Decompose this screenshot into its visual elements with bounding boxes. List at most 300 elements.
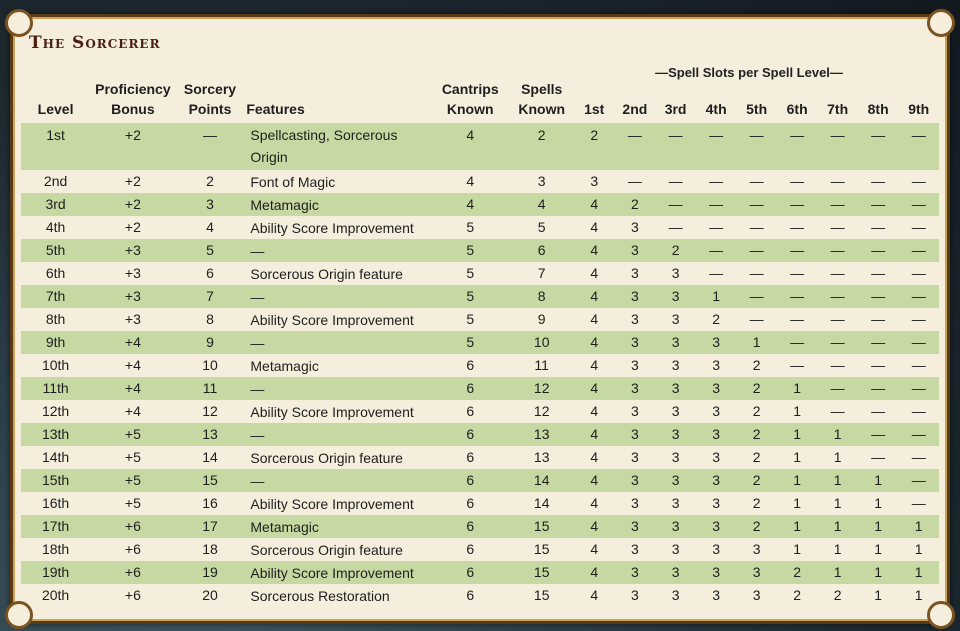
spell-slot-cell: 2 bbox=[736, 377, 777, 400]
spell-slot-cell: — bbox=[736, 285, 777, 308]
spell-slot-cell: — bbox=[817, 331, 858, 354]
spell-slot-cell: 1 bbox=[817, 515, 858, 538]
spell-slot-cell: — bbox=[696, 239, 737, 262]
spell-slot-cell: 1 bbox=[817, 561, 858, 584]
sorcery-points-cell: 13 bbox=[176, 423, 245, 446]
spell-slot-cell: 1 bbox=[793, 403, 802, 419]
header-slot-7th: 7th bbox=[827, 101, 849, 117]
spell-slot-cell: 3 bbox=[712, 403, 721, 419]
spell-slot-cell: 3 bbox=[671, 587, 680, 603]
proficiency-cell: +2 bbox=[90, 193, 175, 216]
cantrips-cell: 5 bbox=[466, 311, 475, 327]
spell-slot-cell: 2 bbox=[793, 587, 802, 603]
spell-slot-cell: 3 bbox=[752, 587, 761, 603]
spell-slot-cell: — bbox=[830, 173, 845, 189]
table-header-row bbox=[21, 79, 939, 123]
cantrips-cell: 6 bbox=[431, 561, 509, 584]
spell-slot-cell: — bbox=[817, 193, 858, 216]
spell-slot-cell: 2 bbox=[574, 123, 614, 170]
spell-slot-cell: — bbox=[911, 449, 926, 465]
spell-slot-cell: 3 bbox=[671, 311, 680, 327]
spell-slot-cell: — bbox=[696, 123, 737, 170]
table-body bbox=[21, 123, 939, 607]
spell-slot-cell: — bbox=[871, 219, 886, 235]
spell-slot-cell: 3 bbox=[712, 495, 721, 511]
spell-slot-cell: — bbox=[749, 219, 764, 235]
level-cell: 19th bbox=[21, 561, 90, 584]
spell-slot-cell: 3 bbox=[671, 495, 680, 511]
spell-slot-cell: — bbox=[790, 265, 805, 281]
level-cell: 8th bbox=[45, 311, 66, 327]
header-slot-4th: 4th bbox=[705, 101, 727, 117]
spell-slot-cell: 1 bbox=[874, 587, 883, 603]
features-cell: — bbox=[244, 377, 431, 400]
spell-slot-cell: 1 bbox=[833, 541, 842, 557]
table-row bbox=[21, 469, 939, 492]
level-cell: 7th bbox=[21, 285, 90, 308]
sorcery-points-cell: 2 bbox=[206, 173, 214, 189]
spell-slot-cell: 3 bbox=[630, 357, 639, 373]
proficiency-cell: +4 bbox=[124, 403, 141, 419]
spells-known-cell: 9 bbox=[537, 311, 546, 327]
spell-slot-cell: — bbox=[858, 193, 899, 216]
features-cell: Ability Score Improvement bbox=[250, 311, 414, 328]
spell-slot-cell: 2 bbox=[655, 239, 696, 262]
header-level: Level bbox=[37, 101, 74, 117]
features-cell: Metamagic bbox=[244, 515, 431, 538]
spell-slot-cell: — bbox=[709, 265, 724, 281]
spell-slot-cell: — bbox=[858, 423, 899, 446]
spell-slot-cell: 3 bbox=[655, 515, 696, 538]
spell-slot-cell: 3 bbox=[630, 403, 639, 419]
spell-slot-cell: — bbox=[898, 377, 939, 400]
sorcery-points-cell: 10 bbox=[202, 357, 218, 373]
spell-slot-cell: — bbox=[817, 239, 858, 262]
sorcery-points-cell: 16 bbox=[202, 495, 218, 511]
spells-known-cell: 14 bbox=[509, 469, 574, 492]
spell-slot-cell: 3 bbox=[671, 357, 680, 373]
spell-slot-cell: 4 bbox=[574, 515, 614, 538]
cantrips-cell: 4 bbox=[431, 123, 509, 170]
sorcery-points-cell: 18 bbox=[202, 541, 218, 557]
spells-known-cell: 3 bbox=[537, 173, 546, 189]
spell-slot-cell: 3 bbox=[614, 515, 655, 538]
spell-slot-cell: 3 bbox=[655, 285, 696, 308]
spell-slot-cell: 1 bbox=[777, 469, 818, 492]
spell-slot-cell: 4 bbox=[590, 311, 599, 327]
spell-slot-cell: 3 bbox=[614, 285, 655, 308]
spell-slot-cell: 1 bbox=[793, 541, 802, 557]
spells-known-cell: 2 bbox=[509, 123, 574, 170]
level-cell: 17th bbox=[21, 515, 90, 538]
features-cell: Ability Score Improvement bbox=[250, 495, 414, 512]
table-row bbox=[21, 285, 939, 308]
spell-slot-cell: 3 bbox=[671, 403, 680, 419]
spell-slot-cell: 3 bbox=[655, 377, 696, 400]
header-slot-8th: 8th bbox=[867, 101, 889, 117]
table-row bbox=[21, 584, 939, 607]
features-cell: Font of Magic bbox=[250, 173, 336, 190]
spell-slot-cell: — bbox=[777, 285, 818, 308]
spell-slot-cell: 1 bbox=[777, 423, 818, 446]
spell-slot-cell: 1 bbox=[874, 495, 883, 511]
cantrips-cell: 4 bbox=[431, 193, 509, 216]
cantrips-cell: 5 bbox=[431, 331, 509, 354]
spell-slot-cell: 4 bbox=[574, 423, 614, 446]
spell-slot-cell: 4 bbox=[574, 377, 614, 400]
spell-slot-cell: — bbox=[736, 123, 777, 170]
level-cell: 6th bbox=[45, 265, 66, 281]
spell-slot-cell: — bbox=[911, 219, 926, 235]
spell-slot-cell: 1 bbox=[793, 449, 802, 465]
table-row bbox=[21, 123, 939, 170]
spell-slot-cell: 1 bbox=[817, 469, 858, 492]
spell-slot-cell: 2 bbox=[736, 469, 777, 492]
level-cell: 18th bbox=[41, 541, 70, 557]
spell-slot-cell: — bbox=[871, 311, 886, 327]
header-proficiency-bonus: Proficiency Bonus bbox=[95, 81, 171, 117]
spell-slot-cell: 3 bbox=[614, 561, 655, 584]
proficiency-cell: +2 bbox=[124, 219, 141, 235]
proficiency-cell: +5 bbox=[90, 469, 175, 492]
spell-slot-cell: 3 bbox=[655, 469, 696, 492]
spell-slot-cell: 2 bbox=[614, 193, 655, 216]
spell-slot-cell: — bbox=[790, 357, 805, 373]
features-cell: — bbox=[244, 423, 431, 446]
spell-slot-cell: 2 bbox=[752, 357, 761, 373]
spell-slot-cell: 3 bbox=[696, 515, 737, 538]
spell-slot-cell: — bbox=[830, 403, 845, 419]
spell-slot-cell: — bbox=[898, 469, 939, 492]
spell-slot-cell: 3 bbox=[696, 377, 737, 400]
spell-slot-cell: — bbox=[858, 285, 899, 308]
level-cell: 9th bbox=[21, 331, 90, 354]
cantrips-cell: 5 bbox=[466, 219, 475, 235]
spell-slot-cell: — bbox=[898, 193, 939, 216]
table-row bbox=[21, 308, 939, 331]
header-slot-3rd: 3rd bbox=[664, 101, 687, 117]
cantrips-cell: 6 bbox=[466, 357, 475, 373]
sorcery-points-cell: 11 bbox=[176, 377, 245, 400]
sorcery-points-cell: 20 bbox=[202, 587, 218, 603]
spell-slot-cell: — bbox=[777, 239, 818, 262]
spell-slot-cell: 1 bbox=[833, 449, 842, 465]
proficiency-cell: +6 bbox=[124, 587, 141, 603]
spell-slot-cell: 3 bbox=[671, 541, 680, 557]
spell-slots-group-header: —Spell Slots per Spell Level— bbox=[655, 65, 843, 80]
spell-slot-cell: 3 bbox=[655, 423, 696, 446]
spell-slot-cell: 4 bbox=[574, 193, 614, 216]
spell-slot-cell: — bbox=[736, 239, 777, 262]
spell-slot-cell: 3 bbox=[696, 423, 737, 446]
spells-known-cell: 6 bbox=[509, 239, 574, 262]
sorcery-points-cell: 7 bbox=[176, 285, 245, 308]
spell-slot-cell: 1 bbox=[696, 285, 737, 308]
spell-slot-cell: 2 bbox=[736, 423, 777, 446]
sorcerer-table-panel bbox=[10, 14, 950, 624]
spell-slot-cell: — bbox=[911, 173, 926, 189]
header-slot-1st: 1st bbox=[584, 101, 605, 117]
sorcery-points-cell: 9 bbox=[176, 331, 245, 354]
spell-slot-cell: 2 bbox=[712, 311, 721, 327]
table-row bbox=[21, 239, 939, 262]
spell-slot-cell: — bbox=[817, 285, 858, 308]
level-cell: 12th bbox=[41, 403, 70, 419]
spell-slot-cell: 1 bbox=[858, 515, 899, 538]
spell-slot-cell: 4 bbox=[590, 449, 599, 465]
spell-slot-cell: 4 bbox=[574, 561, 614, 584]
cantrips-cell: 6 bbox=[431, 469, 509, 492]
spell-slot-cell: — bbox=[871, 265, 886, 281]
spell-slot-cell: 4 bbox=[590, 587, 599, 603]
spell-slot-cell: — bbox=[871, 357, 886, 373]
sorcery-points-cell: 5 bbox=[176, 239, 245, 262]
spell-slot-cell: 3 bbox=[671, 449, 680, 465]
cantrips-cell: 6 bbox=[466, 587, 475, 603]
spell-slot-cell: 3 bbox=[712, 587, 721, 603]
table-row bbox=[21, 423, 939, 446]
spell-slot-cell: — bbox=[817, 123, 858, 170]
cantrips-cell: 6 bbox=[466, 403, 475, 419]
level-cell: 10th bbox=[41, 357, 70, 373]
features-cell: Sorcerous Origin feature bbox=[250, 449, 403, 466]
spell-slot-cell: 3 bbox=[671, 265, 680, 281]
level-cell: 11th bbox=[21, 377, 90, 400]
spell-slot-cell: 1 bbox=[858, 469, 899, 492]
cantrips-cell: 5 bbox=[431, 239, 509, 262]
cantrips-cell: 6 bbox=[466, 449, 475, 465]
spell-slot-cell: 1 bbox=[833, 495, 842, 511]
header-slot-6th: 6th bbox=[786, 101, 808, 117]
proficiency-cell: +4 bbox=[124, 357, 141, 373]
spell-slot-cell: 3 bbox=[655, 561, 696, 584]
spell-slot-cell: — bbox=[898, 239, 939, 262]
spell-slot-cell: 3 bbox=[696, 469, 737, 492]
spell-slot-cell: 4 bbox=[590, 357, 599, 373]
level-cell: 20th bbox=[41, 587, 70, 603]
spell-slot-cell: 1 bbox=[898, 515, 939, 538]
sorcery-points-cell: 8 bbox=[206, 311, 214, 327]
spell-slot-cell: — bbox=[736, 193, 777, 216]
features-cell: Metamagic bbox=[244, 193, 431, 216]
proficiency-cell: +3 bbox=[90, 239, 175, 262]
proficiency-cell: +3 bbox=[90, 285, 175, 308]
features-cell: Sorcerous Restoration bbox=[250, 587, 390, 604]
cantrips-cell: 5 bbox=[466, 265, 475, 281]
spells-known-cell: 7 bbox=[537, 265, 546, 281]
spell-slot-cell: — bbox=[696, 193, 737, 216]
header-slot-5th: 5th bbox=[746, 101, 768, 117]
sorcery-points-cell: 3 bbox=[176, 193, 245, 216]
sorcery-points-cell: 17 bbox=[176, 515, 245, 538]
spell-slot-cell: 3 bbox=[630, 449, 639, 465]
proficiency-cell: +3 bbox=[124, 265, 141, 281]
spells-known-cell: 5 bbox=[537, 219, 546, 235]
features-cell: Spellcasting, Sorcerous Origin bbox=[244, 123, 431, 170]
spell-slot-cell: 1 bbox=[874, 541, 883, 557]
features-cell: — bbox=[244, 469, 431, 492]
features-cell: Ability Score Improvement bbox=[250, 219, 414, 236]
spell-slot-cell: 1 bbox=[858, 561, 899, 584]
spell-slot-cell: 1 bbox=[777, 377, 818, 400]
spells-known-cell: 10 bbox=[509, 331, 574, 354]
spell-slot-cell: 1 bbox=[817, 423, 858, 446]
spell-slot-cell: — bbox=[749, 311, 764, 327]
table-row bbox=[21, 400, 939, 423]
proficiency-cell: +4 bbox=[90, 377, 175, 400]
proficiency-cell: +6 bbox=[90, 561, 175, 584]
spell-slot-cell: 4 bbox=[574, 331, 614, 354]
table-row bbox=[21, 492, 939, 515]
spell-slot-cell: — bbox=[911, 265, 926, 281]
spell-slot-cell: 3 bbox=[614, 377, 655, 400]
proficiency-cell: +6 bbox=[90, 515, 175, 538]
spell-slot-cell: — bbox=[777, 123, 818, 170]
header-slot-9th: 9th bbox=[908, 101, 930, 117]
spells-known-cell: 12 bbox=[533, 403, 550, 419]
spell-slot-cell: — bbox=[749, 265, 764, 281]
sorcery-points-cell: 19 bbox=[176, 561, 245, 584]
sorcery-points-cell: 12 bbox=[202, 403, 218, 419]
spell-slot-cell: 3 bbox=[712, 541, 721, 557]
spell-slot-cell: 3 bbox=[614, 469, 655, 492]
level-cell: 13th bbox=[21, 423, 90, 446]
spells-known-cell: 11 bbox=[534, 357, 549, 373]
spell-slot-cell: 2 bbox=[752, 403, 761, 419]
spell-slot-cell: — bbox=[898, 285, 939, 308]
level-cell: 2nd bbox=[43, 173, 68, 189]
spell-slot-cell: — bbox=[790, 219, 805, 235]
cantrips-cell: 4 bbox=[466, 173, 475, 189]
spell-slot-cell: — bbox=[790, 173, 805, 189]
spell-slot-cell: — bbox=[817, 377, 858, 400]
header-slot-2nd: 2nd bbox=[622, 101, 648, 117]
spell-slot-cell: 3 bbox=[630, 265, 639, 281]
spell-slot-cell: 1 bbox=[777, 515, 818, 538]
features-cell: Sorcerous Origin feature bbox=[250, 541, 403, 558]
level-cell: 14th bbox=[41, 449, 70, 465]
spell-slot-cell: 3 bbox=[655, 331, 696, 354]
table-row bbox=[21, 515, 939, 538]
spell-slot-cell: 4 bbox=[574, 285, 614, 308]
spell-slot-cell: 2 bbox=[752, 449, 761, 465]
sorcery-points-cell: — bbox=[176, 123, 245, 170]
spell-slot-cell: 4 bbox=[590, 219, 599, 235]
table-row bbox=[21, 538, 939, 561]
spell-slot-cell: 2 bbox=[777, 561, 818, 584]
spell-slot-cell: 2 bbox=[736, 515, 777, 538]
spell-slot-cell: 3 bbox=[614, 423, 655, 446]
spell-slot-cell: 3 bbox=[712, 449, 721, 465]
spells-known-cell: 15 bbox=[533, 587, 550, 603]
spell-slot-cell: 4 bbox=[590, 495, 599, 511]
spell-slot-cell: — bbox=[898, 423, 939, 446]
spell-slot-cell: — bbox=[614, 123, 655, 170]
sorcery-points-cell: 15 bbox=[176, 469, 245, 492]
features-cell: Metamagic bbox=[250, 357, 319, 374]
spell-slot-cell: 4 bbox=[574, 469, 614, 492]
spell-slot-cell: — bbox=[911, 311, 926, 327]
cantrips-cell: 6 bbox=[431, 515, 509, 538]
spells-known-cell: 15 bbox=[533, 541, 550, 557]
level-cell: 15th bbox=[21, 469, 90, 492]
spell-slot-cell: 2 bbox=[833, 587, 842, 603]
spell-slot-cell: 3 bbox=[696, 331, 737, 354]
header-cantrips-known: Cantrips Known bbox=[441, 81, 499, 117]
cantrips-cell: 6 bbox=[431, 423, 509, 446]
spell-slot-cell: 4 bbox=[590, 265, 599, 281]
header-sorcery-points: Sorcery Points bbox=[183, 81, 237, 117]
spell-slot-cell: — bbox=[858, 377, 899, 400]
features-cell: Sorcerous Origin feature bbox=[250, 265, 403, 282]
spell-slot-cell: — bbox=[830, 265, 845, 281]
spell-slot-cell: — bbox=[655, 193, 696, 216]
spell-slot-cell: 3 bbox=[630, 219, 639, 235]
spell-slot-cell: 2 bbox=[752, 495, 761, 511]
features-cell: — bbox=[244, 331, 431, 354]
spells-known-cell: 13 bbox=[533, 449, 550, 465]
spell-slot-cell: — bbox=[911, 403, 926, 419]
cantrips-cell: 6 bbox=[466, 541, 475, 557]
spell-slot-cell: — bbox=[790, 311, 805, 327]
table-row bbox=[21, 216, 939, 239]
cantrips-cell: 6 bbox=[431, 377, 509, 400]
spell-slot-cell: — bbox=[749, 173, 764, 189]
spell-slot-cell: 3 bbox=[630, 311, 639, 327]
features-cell: Ability Score Improvement bbox=[244, 561, 431, 584]
spell-slot-cell: — bbox=[858, 331, 899, 354]
spell-slot-cell: 3 bbox=[712, 357, 721, 373]
spells-known-cell: 8 bbox=[509, 285, 574, 308]
table-row bbox=[21, 170, 939, 193]
sorcery-points-cell: 4 bbox=[206, 219, 214, 235]
proficiency-cell: +2 bbox=[124, 173, 141, 189]
spell-slot-cell: 3 bbox=[696, 561, 737, 584]
sorcery-points-cell: 14 bbox=[202, 449, 218, 465]
spell-slot-cell: 3 bbox=[614, 331, 655, 354]
cantrips-cell: 6 bbox=[466, 495, 475, 511]
header-spells-known: Spells Known bbox=[518, 81, 566, 117]
spell-slot-cell: 4 bbox=[590, 541, 599, 557]
spell-slot-cell: — bbox=[627, 173, 642, 189]
header-features: Features bbox=[246, 101, 305, 117]
spell-slot-cell: — bbox=[898, 331, 939, 354]
cantrips-cell: 5 bbox=[431, 285, 509, 308]
spell-slot-cell: — bbox=[871, 403, 886, 419]
spell-slot-cell: — bbox=[709, 173, 724, 189]
level-cell: 3rd bbox=[21, 193, 90, 216]
proficiency-cell: +5 bbox=[124, 449, 141, 465]
spell-slot-cell: — bbox=[709, 219, 724, 235]
spell-slot-cell: 3 bbox=[736, 561, 777, 584]
table-row bbox=[21, 446, 939, 469]
spell-slot-cell: — bbox=[777, 193, 818, 216]
spell-slot-cell: — bbox=[858, 123, 899, 170]
spell-slot-cell: — bbox=[668, 173, 683, 189]
spell-slot-cell: — bbox=[830, 311, 845, 327]
proficiency-cell: +6 bbox=[124, 541, 141, 557]
level-cell: 16th bbox=[41, 495, 70, 511]
table-row bbox=[21, 561, 939, 584]
features-cell: — bbox=[244, 285, 431, 308]
spell-slot-cell: — bbox=[668, 219, 683, 235]
spells-known-cell: 14 bbox=[533, 495, 550, 511]
spell-slot-cell: — bbox=[898, 123, 939, 170]
spell-slot-cell: — bbox=[911, 495, 926, 511]
spell-slot-cell: 1 bbox=[914, 541, 923, 557]
table-row bbox=[21, 262, 939, 285]
spell-slot-cell: 3 bbox=[590, 173, 599, 189]
